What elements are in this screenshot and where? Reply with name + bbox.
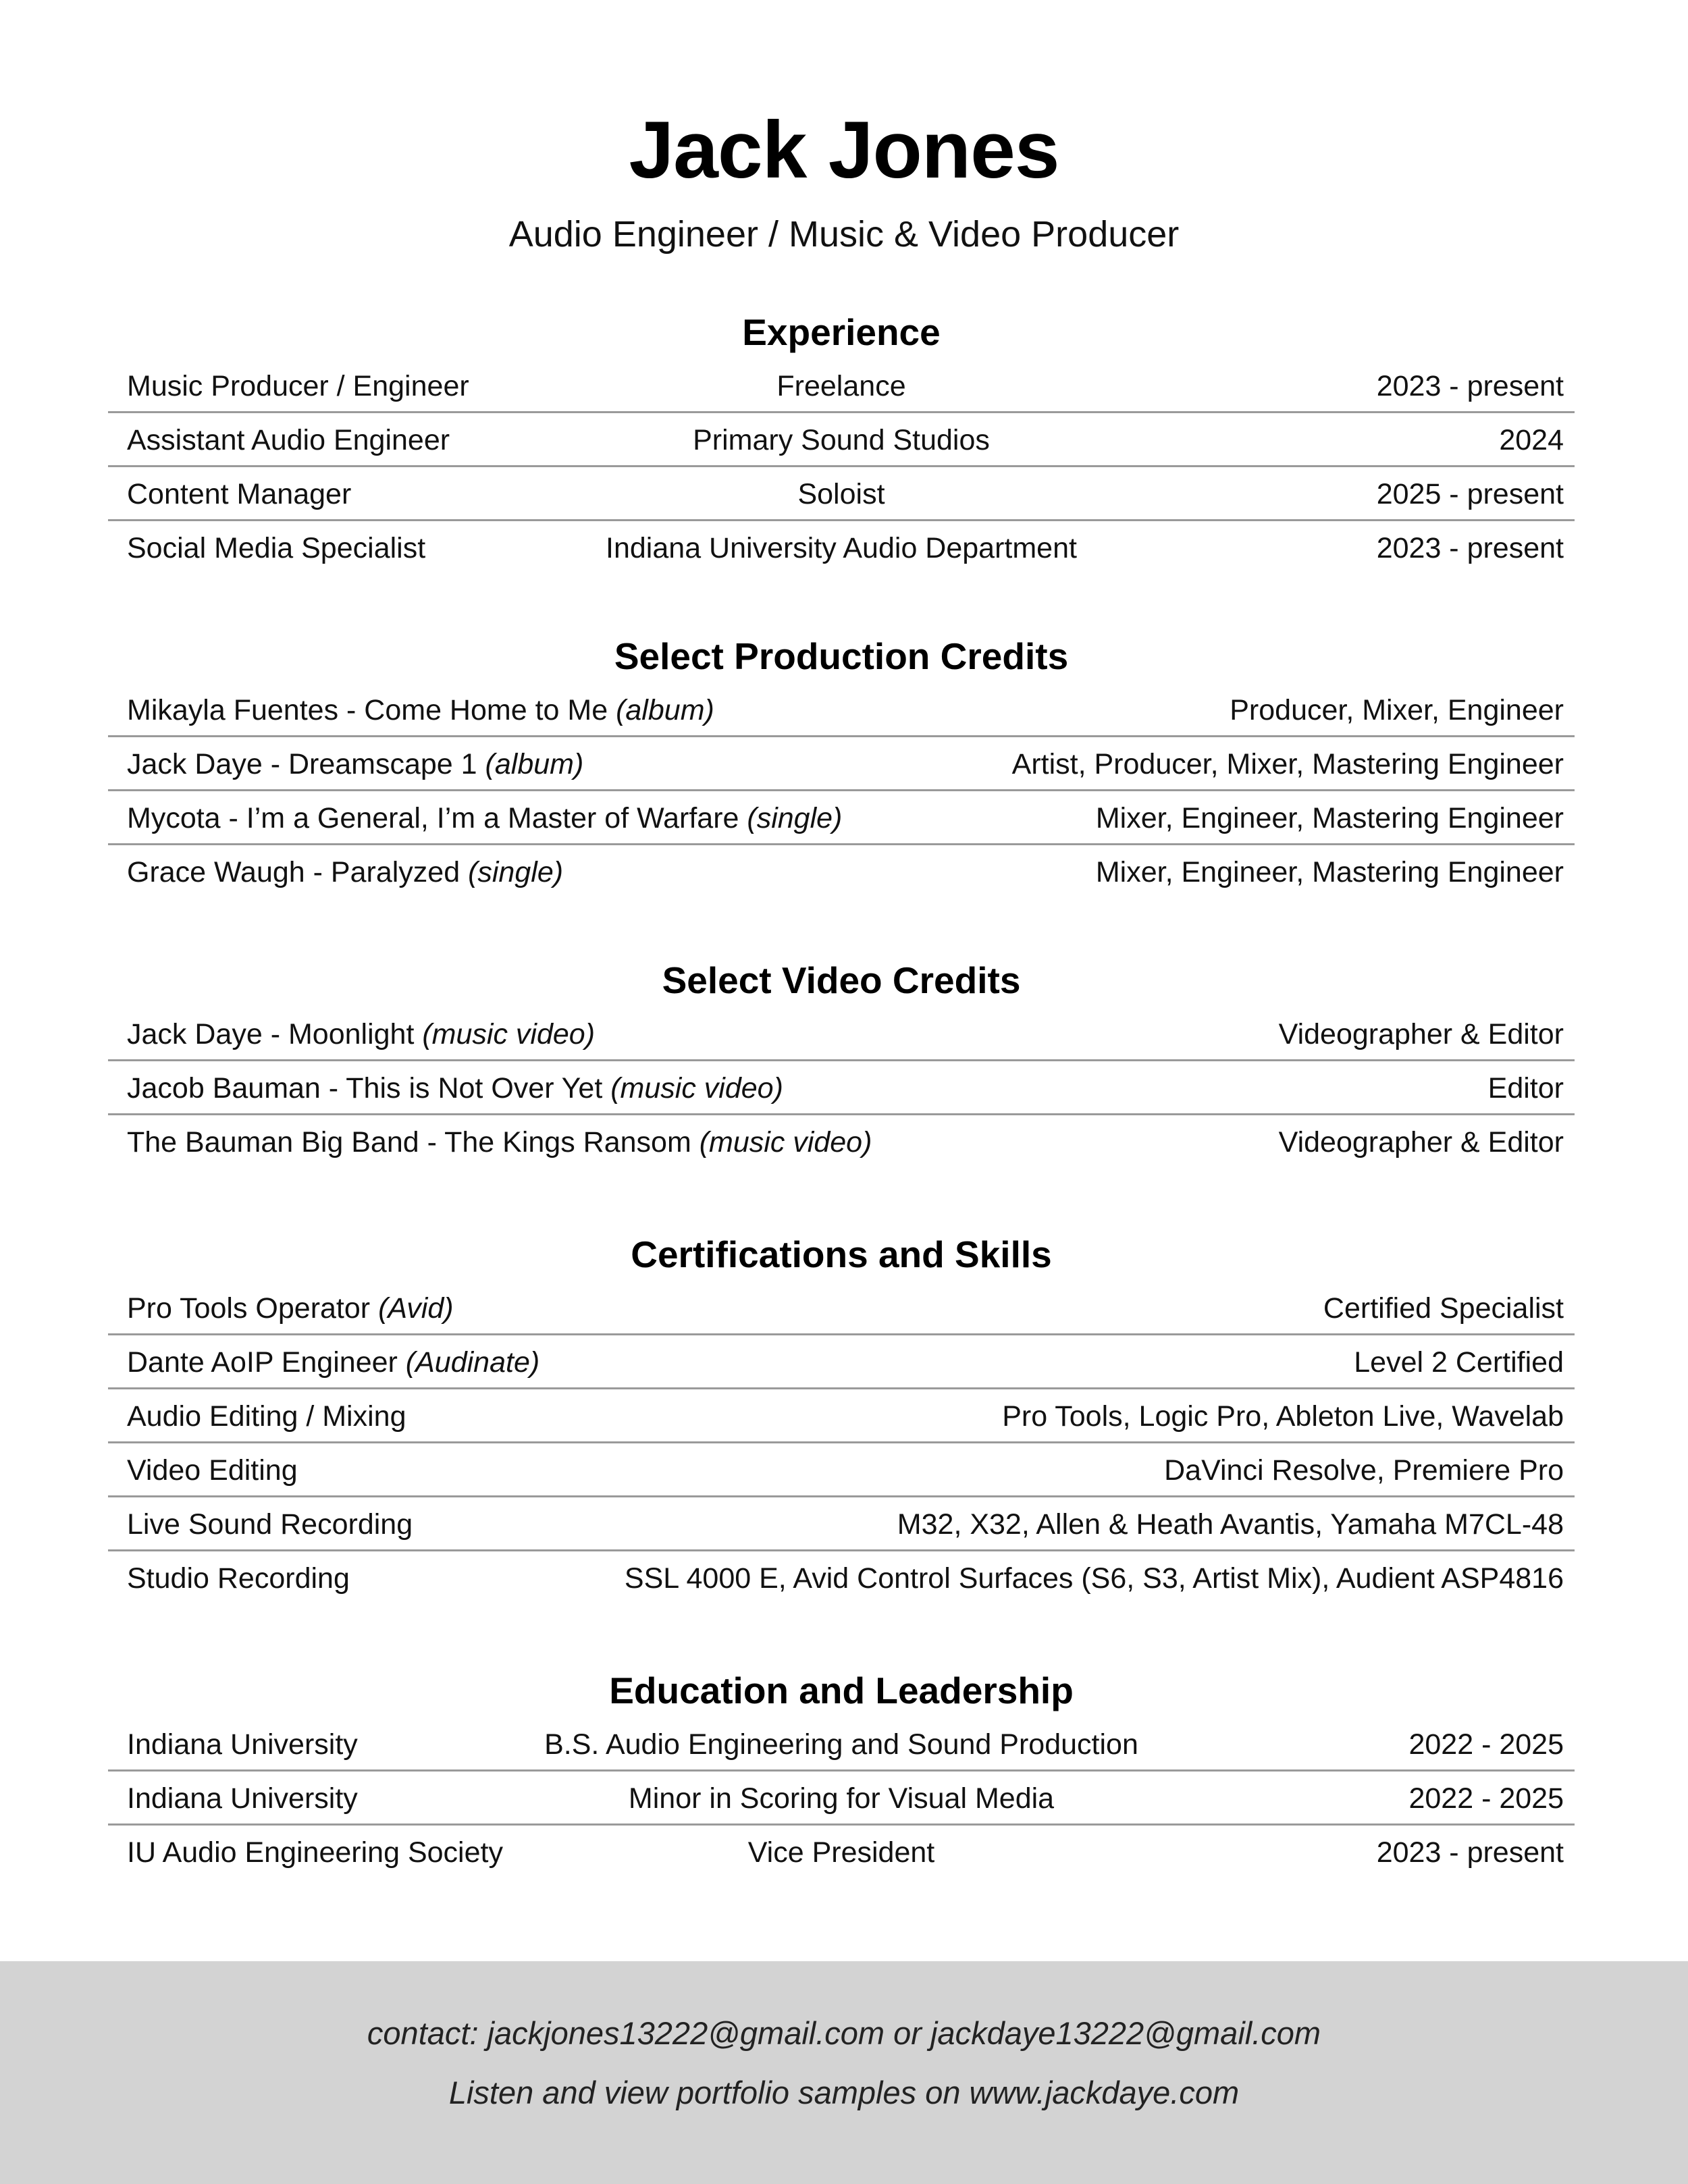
experience-org: Indiana University Audio Department bbox=[606, 532, 1077, 564]
credit-role: Editor bbox=[1487, 1072, 1564, 1104]
contact-footer bbox=[0, 1961, 1688, 2184]
skill-name: Live Sound Recording bbox=[127, 1508, 413, 1541]
experience-role: Assistant Audio Engineer bbox=[127, 424, 450, 456]
skill-detail: Level 2 Certified bbox=[1354, 1346, 1564, 1379]
experience-section bbox=[108, 305, 1575, 575]
portfolio-line: Listen and view portfolio samples on www.jackdaye.com bbox=[448, 2075, 1240, 2110]
credit-work: Grace Waugh - Paralyzed bbox=[127, 856, 469, 888]
skills-list bbox=[108, 1281, 1575, 1605]
education-program: B.S. Audio Engineering and Sound Production bbox=[544, 1728, 1138, 1761]
experience-role: Music Producer / Engineer bbox=[127, 370, 469, 402]
credit-type: (music video) bbox=[610, 1072, 783, 1104]
credit-work: Mikayla Fuentes - Come Home to Me bbox=[127, 694, 616, 726]
credit-work: Jack Daye - Dreamscape 1 bbox=[127, 748, 485, 780]
education-school: Indiana University bbox=[127, 1782, 358, 1815]
experience-row bbox=[108, 467, 1575, 521]
skill-detail: DaVinci Resolve, Premiere Pro bbox=[1164, 1454, 1564, 1487]
production-credits-list bbox=[108, 683, 1575, 899]
skill-name: Pro Tools Operator bbox=[127, 1292, 379, 1325]
credit-role: Videographer & Editor bbox=[1278, 1018, 1564, 1050]
experience-row bbox=[108, 413, 1575, 467]
video-credits-section bbox=[108, 953, 1575, 1169]
education-dates: 2023 - present bbox=[1376, 1836, 1564, 1869]
skill-row bbox=[108, 1389, 1575, 1443]
skill-detail: M32, X32, Allen & Heath Avantis, Yamaha M7CL-48 bbox=[897, 1508, 1564, 1541]
experience-dates: 2024 bbox=[1499, 424, 1564, 456]
education-list bbox=[108, 1717, 1575, 1880]
credit-work: Mycota - I’m a General, I’m a Master of Warfare bbox=[127, 802, 747, 834]
video-credit-row bbox=[108, 1007, 1575, 1061]
education-program: Minor in Scoring for Visual Media bbox=[628, 1782, 1055, 1815]
credit-role: Mixer, Engineer, Mastering Engineer bbox=[1095, 802, 1564, 834]
experience-dates: 2025 - present bbox=[1376, 478, 1564, 510]
credit-role: Videographer & Editor bbox=[1278, 1126, 1564, 1158]
production-credit-row bbox=[108, 683, 1575, 737]
experience-dates: 2023 - present bbox=[1376, 370, 1564, 402]
production-credit-row bbox=[108, 845, 1575, 899]
credit-type: (single) bbox=[468, 856, 564, 888]
education-dates: 2022 - 2025 bbox=[1408, 1782, 1564, 1815]
skill-detail: SSL 4000 E, Avid Control Surfaces (S6, S3, Artist Mix), Audient ASP4816 bbox=[624, 1562, 1564, 1595]
credit-type: (music video) bbox=[699, 1126, 872, 1158]
skill-row bbox=[108, 1443, 1575, 1497]
education-school: IU Audio Engineering Society bbox=[127, 1836, 503, 1869]
skills-heading: Certifications and Skills bbox=[631, 1233, 1052, 1275]
production-credit-row bbox=[108, 737, 1575, 791]
experience-row bbox=[108, 359, 1575, 413]
candidate-title: Audio Engineer / Music & Video Producer bbox=[508, 214, 1180, 255]
video-credits-list bbox=[108, 1007, 1575, 1169]
credit-role: Mixer, Engineer, Mastering Engineer bbox=[1095, 856, 1564, 888]
skill-row bbox=[108, 1551, 1575, 1605]
experience-org: Soloist bbox=[797, 478, 885, 510]
contact-line: contact: jackjones13222@gmail.com or jackdaye13222@gmail.com bbox=[367, 2015, 1321, 2051]
education-program: Vice President bbox=[747, 1836, 935, 1869]
skill-row bbox=[108, 1335, 1575, 1389]
video-credit-row bbox=[108, 1115, 1575, 1169]
experience-role: Social Media Specialist bbox=[127, 532, 426, 564]
experience-heading: Experience bbox=[742, 311, 941, 353]
credit-work: Jack Daye - Moonlight bbox=[127, 1018, 423, 1050]
experience-org: Primary Sound Studios bbox=[693, 424, 990, 456]
credit-type: (single) bbox=[747, 802, 843, 834]
production-credit-row bbox=[108, 791, 1575, 845]
education-row bbox=[108, 1826, 1575, 1880]
education-school: Indiana University bbox=[127, 1728, 358, 1761]
education-section bbox=[108, 1663, 1575, 1880]
credit-role: Producer, Mixer, Engineer bbox=[1230, 694, 1564, 726]
skill-issuer: (Avid) bbox=[378, 1292, 454, 1325]
skill-row bbox=[108, 1497, 1575, 1551]
experience-list bbox=[108, 359, 1575, 575]
skill-name: Video Editing bbox=[127, 1454, 298, 1487]
skill-detail: Pro Tools, Logic Pro, Ableton Live, Wavelab bbox=[1002, 1400, 1564, 1433]
skill-detail: Certified Specialist bbox=[1323, 1292, 1564, 1325]
production-credits-heading: Select Production Credits bbox=[614, 635, 1069, 677]
experience-org: Freelance bbox=[776, 370, 906, 402]
education-row bbox=[108, 1772, 1575, 1826]
experience-row bbox=[108, 521, 1575, 575]
candidate-name: Jack Jones bbox=[629, 105, 1059, 195]
skill-name: Audio Editing / Mixing bbox=[127, 1400, 406, 1433]
skill-name: Studio Recording bbox=[127, 1562, 350, 1595]
education-row bbox=[108, 1717, 1575, 1772]
credit-work: Jacob Bauman - This is Not Over Yet bbox=[127, 1072, 611, 1104]
credit-type: (music video) bbox=[422, 1018, 596, 1050]
credit-type: (album) bbox=[616, 694, 714, 726]
skills-section bbox=[108, 1227, 1575, 1605]
skill-row bbox=[108, 1281, 1575, 1335]
video-credits-heading: Select Video Credits bbox=[662, 959, 1021, 1001]
credit-work: The Bauman Big Band - The Kings Ransom bbox=[127, 1126, 700, 1158]
education-dates: 2022 - 2025 bbox=[1408, 1728, 1564, 1761]
education-heading: Education and Leadership bbox=[609, 1670, 1074, 1711]
credit-role: Artist, Producer, Mixer, Mastering Engineer bbox=[1011, 748, 1564, 780]
skill-issuer: (Audinate) bbox=[405, 1346, 540, 1379]
experience-role: Content Manager bbox=[127, 478, 352, 510]
experience-dates: 2023 - present bbox=[1376, 532, 1564, 564]
skill-name: Dante AoIP Engineer bbox=[127, 1346, 406, 1379]
video-credit-row bbox=[108, 1061, 1575, 1115]
credit-type: (album) bbox=[485, 748, 584, 780]
production-credits-section bbox=[108, 629, 1575, 899]
